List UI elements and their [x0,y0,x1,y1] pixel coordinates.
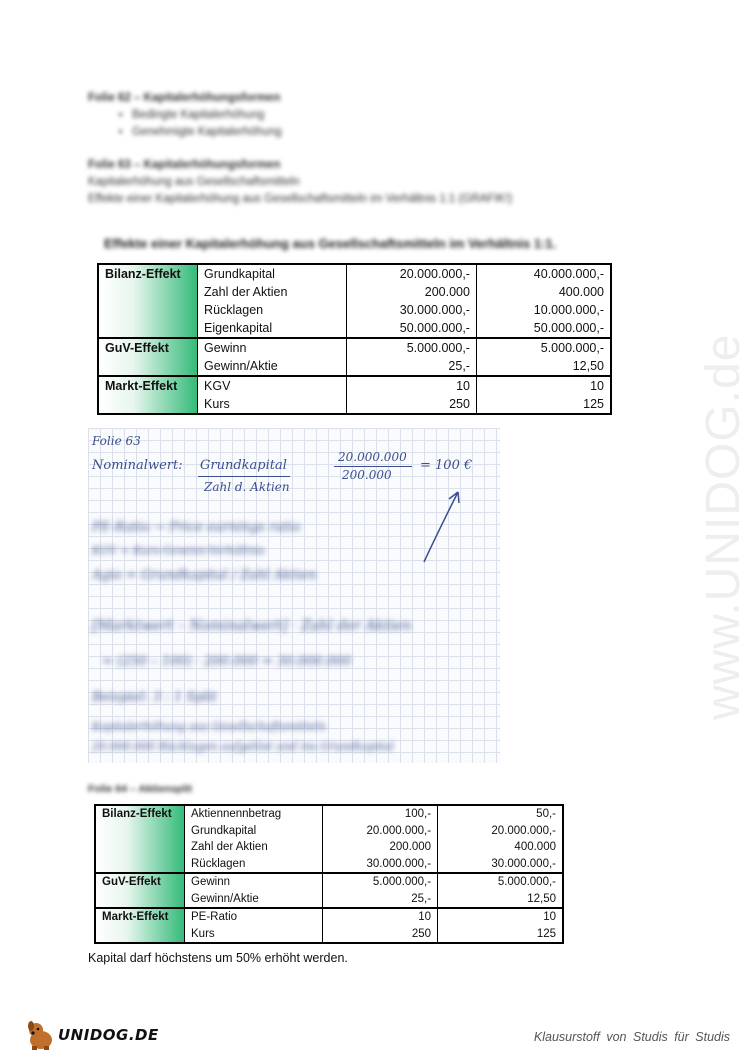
list-item: • Bedingte Kapitalerhöhung [132,107,512,124]
unidog-logo [24,1018,204,1052]
value-after: 10 [476,376,611,395]
value-after: 20.000.000,- [491,824,556,837]
value-after: 125 [536,927,556,940]
value-before: 5.000.000,- [322,873,438,891]
group-label: Markt-Effekt [95,908,185,943]
folie62-title: Folie 62 – Kapitalerhöhungsformen [88,92,281,104]
value-before: 250 [347,395,477,414]
notes-line-calc: = (250 – 100) · 200.000 = 30.000.000 [102,654,352,669]
value-after: 12,50 [527,892,556,905]
notes-line-marktwert: [Marktwert – Nominalwert] · Zahl der Aktien [92,618,412,634]
value-before: 30.000.000,- [322,856,438,874]
value-after: 125 [583,397,604,411]
footer-tagline: Klausurstoff von Studis für Studis [533,1030,730,1044]
value-after: 400.000 [514,841,556,853]
logo-text: UNIDOG.DE [58,1026,159,1044]
value-after: 5.000.000,- [438,873,563,891]
value-before: 10 [322,908,438,926]
row-label: Grundkapital [185,823,323,840]
value-after: 40.000.000,- [533,267,604,281]
row-label: Kurs [198,395,347,414]
notes-calc-denominator: 200.000 [342,468,392,482]
top-notes [88,90,512,208]
group-label: Bilanz-Effekt [95,805,185,873]
value-before: 25,- [347,357,477,376]
notes-calc-numerator: 20.000.000 [338,450,407,464]
row-label: Gewinn [198,338,347,357]
notes-line-kapital1: Kapitalerhöhung aus Gesellschaftsmitteln [92,720,326,733]
folie63-title: Folie 63 – Kapitalerhöhungsformen [88,159,281,171]
value-after: 400.000 [558,285,604,299]
table-row [98,264,611,283]
value-after: 10.000.000,- [533,303,604,317]
row-label: Zahl der Aktien [185,839,323,856]
value-before: 30.000.000,- [347,301,477,319]
dog-icon [24,1018,58,1052]
row-label: Rücklagen [198,301,347,319]
notes-line-agio: Agio = Grundkapital / Zahl Aktien [92,568,317,583]
value-after: 5.000.000,- [476,338,611,357]
row-label: Aktiennennbetrag [185,805,323,823]
row-label: Zahl der Aktien [198,283,347,301]
folie63-line1: Kapitalerhöhung aus Gesellschaftsmitteln [88,176,300,188]
value-before: 250 [322,926,438,944]
value-before: 10 [347,376,477,395]
row-label: Gewinn [185,873,323,891]
value-before: 200.000 [322,839,438,856]
table-row [95,805,563,823]
row-label: Grundkapital [198,264,347,283]
value-after: 12,50 [572,359,604,373]
capital-increase-table [97,263,612,415]
notes-folie: Folie 63 [92,434,141,448]
notes-calc-result: = 100 € [420,458,473,473]
value-before: 50.000.000,- [347,319,477,338]
value-before: 5.000.000,- [347,338,477,357]
folie63-line2: Effekte einer Kapitalerhöhung aus Gesellschaftsmitteln im Verhältnis 1:1 (GRAFIK!) [88,193,513,205]
notes-line-beispiel: Beispiel: 3 : 1 Split [92,690,218,705]
bottom-note: Kapital darf höchstens um 50% erhöht werden. [88,951,348,965]
watermark: www.UNIDOG.de [697,333,750,720]
row-label: KGV [198,376,347,395]
row-label: Gewinn/Aktie [198,357,347,376]
figure-title: Effekte einer Kapitalerhöhung aus Gesellschaftsmitteln im Verhältnis 1:1. [104,236,557,251]
folie64-title: Folie 64 – Aktiensplit [88,783,193,795]
folie62-list [88,107,512,141]
group-label: Bilanz-Effekt [98,264,198,338]
group-label: GuV-Effekt [95,873,185,908]
notes-denominator: Zahl d. Aktien [204,480,290,494]
notes-line-kapital2: 20.000.000 Rücklagen aufgelöst und ins Grundkapital [92,740,394,753]
notes-line-kgv: KGV = Kurs-Gewinn-Verhältnis [92,544,265,557]
value-before: 200.000 [347,283,477,301]
stock-split-table [94,804,564,944]
row-label: Eigenkapital [198,319,347,338]
notes-numerator: Grundkapital [200,458,287,473]
value-after: 50,- [536,808,556,820]
row-label: Gewinn/Aktie [185,891,323,909]
list-item: • Genehmigte Kapitalerhöhung [132,124,512,141]
value-before: 20.000.000,- [322,823,438,840]
row-label: PE-Ratio [185,908,323,926]
notes-nominalwert-label: Nominalwert: [92,458,183,473]
group-label: GuV-Effekt [98,338,198,376]
value-before: 100,- [322,805,438,823]
table-row [98,338,611,357]
handwritten-notes-image [88,428,500,763]
blurred-notes-lines [88,428,500,763]
table-row [95,908,563,926]
table-row [95,873,563,891]
row-label: Rücklagen [185,856,323,874]
notes-line-pe: PE-Ratio → Price earnings ratio [92,520,301,535]
row-label: Kurs [185,926,323,944]
value-after: 10 [438,908,563,926]
value-before: 20.000.000,- [347,264,477,283]
group-label: Markt-Effekt [98,376,198,414]
value-after: 30.000.000,- [491,857,556,870]
value-before: 25,- [322,891,438,909]
table-row [98,376,611,395]
value-after: 50.000.000,- [533,321,604,335]
